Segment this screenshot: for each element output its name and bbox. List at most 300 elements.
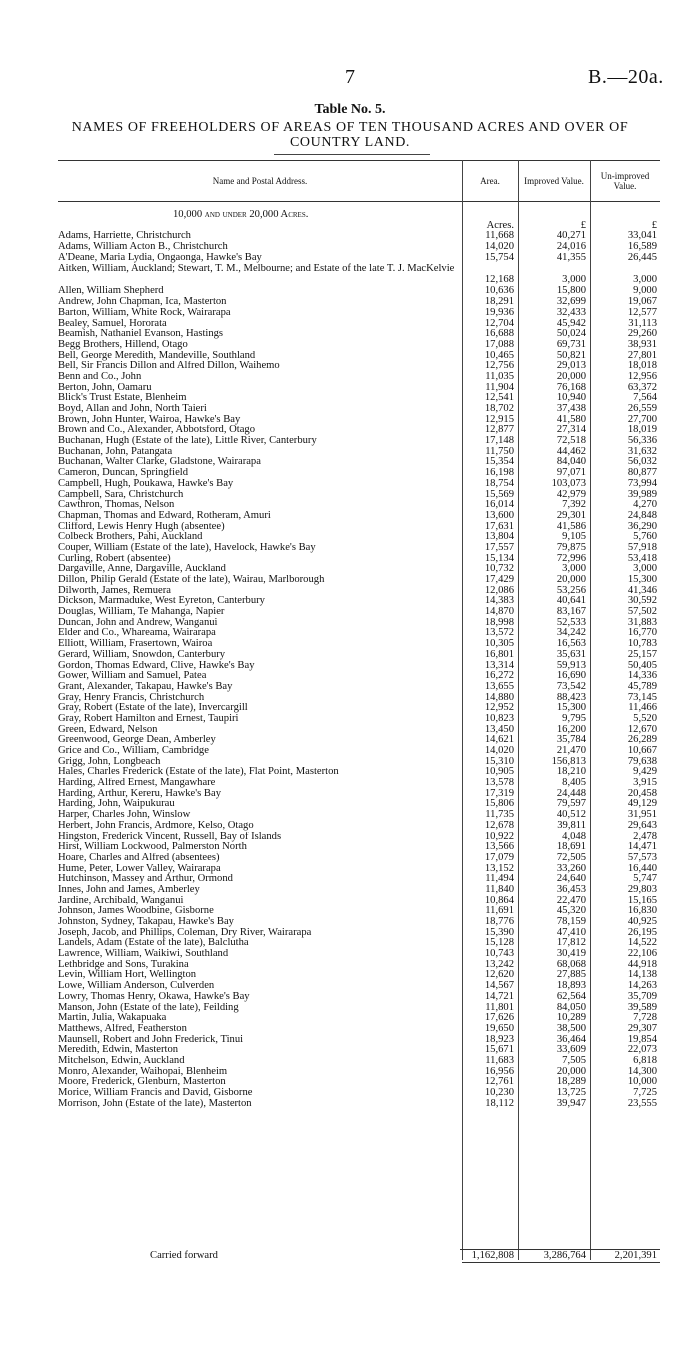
holder-name: Martin, Julia, Wakapuaka [58, 1013, 167, 1024]
holder-name: Jardine, Archibald, Wanganui [58, 895, 184, 906]
unimproved-value: 27,801 [627, 349, 657, 361]
area-value: 13,242 [484, 958, 514, 970]
area-value: 13,600 [484, 509, 514, 521]
unimproved-value: 33,041 [627, 230, 657, 242]
unimproved-value: 14,336 [627, 670, 657, 682]
holder-name: Lethbridge and Sons, Turakina [58, 959, 189, 970]
improved-value: 16,690 [556, 670, 586, 682]
unimproved-value: 57,502 [627, 606, 657, 618]
improved-value: 24,640 [556, 873, 586, 885]
holder-name: Boyd, Allan and John, North Taieri [58, 404, 207, 414]
improved-value: 34,242 [556, 627, 586, 639]
unimproved-value: 24,848 [627, 509, 657, 521]
area-value: 16,198 [484, 467, 514, 479]
improved-value: 27,885 [556, 969, 586, 981]
area-value: 15,390 [484, 926, 514, 938]
holder-name: Grice and Co., William, Cambridge [58, 746, 209, 756]
unimproved-value: 79,638 [627, 755, 657, 767]
improved-value: 41,586 [556, 520, 586, 532]
table-row [58, 253, 660, 264]
column-header-improved: Improved Value. [524, 176, 584, 186]
unimproved-value: 40,925 [627, 916, 657, 927]
section-heading: 10,000 and under 20,000 Acres. [173, 210, 309, 220]
holder-name: Bell, George Meredith, Mandeville, Southland [58, 350, 256, 361]
improved-value: 27,314 [556, 424, 586, 436]
holder-name: Curling, Robert (absentee) [58, 553, 171, 564]
area-value: 17,631 [484, 520, 514, 532]
holder-name: Dickson, Marmaduke, West Eyreton, Canterbury [58, 596, 265, 607]
improved-value: 84,050 [556, 1001, 586, 1013]
holder-name: Hingston, Frederick Vincent, Russell, Bay of Islands [58, 831, 282, 842]
improved-value: 8,405 [562, 777, 586, 789]
holder-name: Adams, Harriette, Christchurch [58, 231, 191, 242]
holder-name: Bealey, Samuel, Hororata [58, 318, 167, 329]
table-row [58, 308, 660, 319]
holder-name: Lowry, Thomas Henry, Okawa, Hawke's Bay [58, 991, 250, 1002]
unimproved-value: 5,520 [633, 712, 657, 724]
holder-name: Harding, Arthur, Kereru, Hawke's Bay [58, 788, 221, 799]
holder-name: Allen, William Shepherd [58, 286, 164, 297]
holder-name: Brown, John Hunter, Wairoa, Hawke's Bay [58, 414, 241, 425]
holder-name: Gray, Robert (Estate of the late), Invercargill [58, 703, 248, 714]
area-value: 13,655 [484, 680, 514, 692]
unimproved-value: 20,458 [627, 787, 657, 799]
unimproved-value: 25,157 [627, 648, 657, 660]
unimproved-value: 16,589 [627, 241, 657, 253]
unimproved-value: 5,747 [633, 873, 657, 885]
area-value: 11,801 [485, 1001, 514, 1013]
improved-value: 59,913 [556, 659, 586, 671]
improved-value: 37,438 [556, 403, 586, 414]
unimproved-value: 7,728 [633, 1012, 657, 1024]
improved-value: 16,563 [556, 638, 586, 650]
improved-value: 18,691 [556, 841, 586, 853]
improved-value: 42,979 [556, 488, 586, 500]
improved-value: 41,355 [556, 251, 586, 263]
improved-value: 68,068 [556, 958, 586, 970]
improved-value: 13,725 [556, 1087, 586, 1098]
improved-value: 32,433 [556, 306, 586, 318]
holder-name: Hume, Peter, Lower Valley, Wairarapa [58, 863, 221, 874]
table-row [58, 263, 660, 286]
total-area: 1,162,808 [471, 1250, 514, 1261]
holder-name: Gray, Robert Hamilton and Ernest, Taupiri [58, 713, 239, 724]
holder-name: Joseph, Jacob, and Phillips, Coleman, Dry River, Wairarapa [58, 927, 312, 938]
improved-value: 3,000 [562, 563, 586, 575]
area-value: 12,086 [484, 584, 514, 596]
area-value: 17,626 [484, 1012, 514, 1024]
area-value: 17,148 [484, 435, 514, 447]
improved-value: 33,609 [556, 1044, 586, 1056]
table-row [58, 853, 660, 864]
holder-name: Moore, Frederick, Glenburn, Masterton [58, 1077, 226, 1088]
area-value: 12,761 [484, 1076, 514, 1088]
area-value: 13,572 [484, 627, 514, 639]
holder-name: Buchanan, Walter Clarke, Gladstone, Wairarapa [58, 457, 261, 468]
improved-value: 83,167 [556, 606, 586, 618]
holder-name: Morrison, John (Estate of the late), Masterton [58, 1098, 252, 1109]
area-value: 15,128 [484, 937, 514, 949]
holder-name: Hoare, Charles and Alfred (absentees) [58, 852, 220, 863]
improved-value: 88,423 [556, 691, 586, 703]
area-value: 17,429 [484, 574, 514, 585]
improved-value: 16,200 [556, 723, 586, 735]
holder-name: Johnston, Sydney, Takapau, Hawke's Bay [58, 917, 234, 927]
area-value: 11,840 [485, 883, 514, 895]
unimproved-value: 14,522 [627, 937, 657, 949]
title-rule [274, 154, 430, 155]
holder-name: Manson, John (Estate of the late), Feilding [58, 1002, 239, 1013]
unimproved-value: 56,032 [627, 456, 657, 468]
unimproved-value: 16,830 [627, 905, 657, 917]
area-value: 19,650 [484, 1022, 514, 1034]
unimproved-value: 44,918 [627, 958, 657, 970]
carried-forward-label: Carried forward [150, 1250, 218, 1261]
holder-name: Hales, Charles Frederick (Estate of the late), Flat Point, Masterton [58, 767, 339, 778]
unit-improved: £ [580, 219, 586, 231]
unimproved-value: 29,643 [627, 819, 657, 831]
improved-value: 72,996 [556, 552, 586, 564]
area-value: 15,754 [484, 251, 514, 263]
holder-name: Buchanan, Hugh (Estate of the late), Little River, Canterbury [58, 436, 317, 447]
improved-value: 15,300 [556, 702, 586, 714]
area-value: 15,354 [484, 456, 514, 468]
holder-name: Cawthron, Thomas, Nelson [58, 500, 175, 511]
improved-value: 18,893 [556, 980, 586, 992]
improved-value: 20,000 [556, 1065, 586, 1077]
unimproved-value: 49,129 [627, 798, 657, 810]
unimproved-value: 3,915 [633, 777, 657, 789]
area-value: 13,578 [484, 777, 514, 789]
holder-name: Barton, William, White Rock, Wairarapa [58, 307, 231, 318]
unimproved-value: 10,783 [627, 638, 657, 650]
area-value: 13,450 [484, 723, 514, 735]
area-value: 18,776 [484, 916, 514, 927]
area-value: 15,806 [484, 798, 514, 810]
improved-value: 78,159 [556, 916, 586, 927]
area-value: 18,923 [484, 1033, 514, 1045]
unimproved-value: 39,589 [627, 1001, 657, 1013]
area-value: 10,465 [484, 349, 514, 361]
unimproved-value: 31,951 [627, 809, 657, 821]
holder-name: Gower, William and Samuel, Patea [58, 671, 207, 682]
table-heading: NAMES OF FREEHOLDERS OF AREAS OF TEN THOUSAND ACRES AND OVER OF COUNTRY LAND. [71, 120, 629, 150]
holder-name: Matthews, Alfred, Featherston [58, 1023, 187, 1034]
holder-name: Greenwood, George Dean, Amberley [58, 735, 216, 746]
improved-value: 35,784 [556, 734, 586, 746]
unimproved-value: 16,440 [627, 862, 657, 874]
improved-value: 32,699 [556, 296, 586, 308]
area-value: 12,704 [484, 317, 514, 329]
unimproved-value: 53,418 [627, 552, 657, 564]
improved-value: 50,024 [556, 328, 586, 340]
unimproved-value: 30,592 [627, 595, 657, 607]
unimproved-value: 2,478 [633, 830, 657, 842]
improved-value: 29,301 [556, 509, 586, 521]
area-value: 13,152 [484, 862, 514, 874]
holder-name: Johnson, James Woodbine, Gisborne [58, 906, 214, 917]
improved-value: 15,800 [556, 285, 586, 297]
unimproved-value: 10,667 [627, 745, 657, 756]
holder-name: Colbeck Brothers, Pahi, Auckland [58, 532, 203, 543]
improved-value: 72,505 [556, 851, 586, 863]
document-reference: B.—20a. [588, 66, 664, 88]
unimproved-value: 7,725 [633, 1087, 657, 1098]
improved-value: 50,821 [556, 349, 586, 361]
area-value: 12,756 [484, 360, 514, 372]
area-value: 16,272 [484, 670, 514, 682]
improved-value: 20,000 [556, 370, 586, 382]
holder-name: Berton, John, Oamaru [58, 382, 152, 393]
unimproved-value: 4,270 [633, 499, 657, 511]
area-value: 16,956 [484, 1065, 514, 1077]
table-row [58, 1099, 660, 1110]
holder-name: Grigg, John, Longbeach [58, 756, 161, 767]
unimproved-value: 23,555 [627, 1097, 657, 1109]
area-value: 14,567 [484, 980, 514, 992]
column-header-name: Name and Postal Address. [212, 176, 308, 186]
improved-value: 40,641 [556, 595, 586, 607]
unimproved-value: 14,263 [627, 980, 657, 992]
holder-name: Adams, William Acton B., Christchurch [58, 242, 228, 253]
unimproved-value: 9,000 [633, 285, 657, 297]
improved-value: 47,410 [556, 926, 586, 938]
area-value: 11,735 [485, 809, 514, 821]
unimproved-value: 3,000 [633, 563, 657, 575]
unimproved-value: 41,346 [627, 584, 657, 596]
holder-name: Harding, John, Waipukurau [58, 799, 175, 810]
unimproved-value: 19,067 [627, 296, 657, 308]
area-value: 11,691 [485, 905, 514, 917]
area-value: 17,557 [484, 541, 514, 553]
table-row [58, 821, 660, 832]
improved-value: 36,453 [556, 883, 586, 895]
unimproved-value: 18,019 [627, 424, 657, 436]
unimproved-value: 26,559 [627, 403, 657, 414]
unimproved-value: 35,709 [627, 990, 657, 1002]
improved-value: 156,813 [551, 755, 586, 767]
unimproved-value: 50,405 [627, 659, 657, 671]
area-value: 17,088 [484, 338, 514, 350]
area-value: 11,750 [485, 445, 514, 457]
improved-value: 10,289 [556, 1012, 586, 1024]
improved-value: 29,013 [556, 360, 586, 372]
table-title: Table No. 5. [314, 102, 386, 117]
improved-value: 79,875 [556, 541, 586, 553]
improved-value: 39,947 [556, 1097, 586, 1109]
holder-name: Buchanan, John, Patangata [58, 446, 173, 457]
unimproved-value: 19,854 [627, 1033, 657, 1045]
unimproved-value: 31,632 [627, 445, 657, 457]
unit-area: Acres. [486, 219, 514, 231]
table-body [58, 210, 660, 1109]
unimproved-value: 14,471 [627, 841, 657, 853]
improved-value: 69,731 [556, 338, 586, 350]
improved-value: 44,462 [556, 445, 586, 457]
unimproved-value: 12,670 [627, 723, 657, 735]
improved-value: 18,289 [556, 1076, 586, 1088]
improved-value: 35,631 [556, 648, 586, 660]
improved-value: 36,464 [556, 1033, 586, 1045]
column-header-unimproved: Un-improved Value. [600, 171, 650, 191]
area-value: 14,880 [484, 691, 514, 703]
area-value: 12,678 [484, 819, 514, 831]
improved-value: 97,071 [556, 467, 586, 479]
holder-name: Herbert, John Francis, Ardmore, Kelso, Otago [58, 820, 254, 831]
unimproved-value: 31,883 [627, 616, 657, 628]
unimproved-value: 29,803 [627, 883, 657, 895]
unimproved-value: 57,918 [627, 541, 657, 553]
improved-value: 53,256 [556, 584, 586, 596]
holder-name: Begg Brothers, Hillend, Otago [58, 339, 188, 350]
holder-name: Brown and Co., Alexander, Abbotsford, Otago [58, 425, 256, 436]
improved-value: 38,500 [556, 1022, 586, 1034]
holder-name: Douglas, William, Te Mahanga, Napier [58, 607, 225, 618]
holder-name: Couper, William (Estate of the late), Havelock, Hawke's Bay [58, 542, 316, 553]
improved-value: 7,392 [562, 499, 586, 511]
improved-value: 3,000 [562, 274, 586, 286]
unimproved-value: 10,000 [627, 1076, 657, 1088]
unimproved-value: 26,445 [627, 251, 657, 263]
holder-name: Green, Edward, Nelson [58, 724, 158, 735]
improved-value: 20,000 [556, 574, 586, 585]
table-row [58, 682, 660, 693]
area-value: 18,702 [484, 403, 514, 414]
area-value: 10,922 [484, 830, 514, 842]
improved-value: 10,940 [556, 392, 586, 404]
area-value: 12,877 [484, 424, 514, 436]
improved-value: 45,320 [556, 905, 586, 917]
unimproved-value: 18,018 [627, 360, 657, 372]
unimproved-value: 63,372 [627, 381, 657, 393]
improved-value: 103,073 [551, 477, 586, 489]
improved-value: 52,533 [556, 616, 586, 628]
area-value: 11,494 [485, 873, 514, 885]
improved-value: 45,942 [556, 317, 586, 329]
improved-value: 33,260 [556, 862, 586, 874]
improved-value: 40,512 [556, 809, 586, 821]
area-value: 18,291 [484, 296, 514, 308]
area-value: 11,683 [485, 1054, 514, 1066]
area-value: 10,636 [484, 285, 514, 297]
unimproved-value: 27,700 [627, 413, 657, 425]
holder-name: Gordon, Thomas Edward, Clive, Hawke's Bay [58, 660, 255, 671]
unimproved-value: 11,466 [628, 702, 657, 714]
holder-name: Dillon, Philip Gerald (Estate of the late), Wairau, Marlborough [58, 575, 325, 585]
table-row [58, 650, 660, 661]
area-value: 11,668 [485, 230, 514, 242]
area-value: 12,541 [484, 392, 514, 404]
holder-name: Benn and Co., John [58, 371, 142, 382]
unimproved-value: 29,307 [627, 1022, 657, 1034]
improved-value: 9,105 [562, 531, 586, 543]
unimproved-value: 57,573 [627, 851, 657, 863]
holder-name: Andrew, John Chapman, Ica, Masterton [58, 297, 227, 308]
area-value: 16,688 [484, 328, 514, 340]
area-value: 19,936 [484, 306, 514, 318]
improved-value: 73,542 [556, 680, 586, 692]
holder-name: Cameron, Duncan, Springfield [58, 468, 189, 479]
table-row [58, 479, 660, 490]
area-value: 13,804 [484, 531, 514, 543]
holder-name: Campbell, Sara, Christchurch [58, 489, 184, 500]
area-value: 13,314 [484, 659, 514, 671]
area-value: 10,864 [484, 894, 514, 906]
improved-value: 21,470 [556, 745, 586, 756]
unimproved-value: 80,877 [627, 467, 657, 479]
area-value: 10,905 [484, 766, 514, 778]
area-value: 16,801 [484, 648, 514, 660]
holder-name: Levin, William Hort, Wellington [58, 970, 197, 981]
holder-name: Harding, Alfred Ernest, Mangawhare [58, 778, 216, 789]
area-value: 15,569 [484, 488, 514, 500]
unimproved-value: 73,145 [627, 691, 657, 703]
improved-value: 30,419 [556, 948, 586, 960]
holder-name: Lowe, William Anderson, Culverden [58, 981, 215, 992]
unimproved-value: 9,429 [633, 766, 657, 778]
improved-value: 40,271 [556, 230, 586, 242]
improved-value: 17,812 [556, 937, 586, 949]
holder-name: Hutchinson, Massey and Arthur, Ormond [58, 874, 233, 885]
unimproved-value: 15,300 [627, 574, 657, 585]
improved-value: 9,795 [562, 712, 586, 724]
holder-name: Dargaville, Anne, Dargaville, Auckland [58, 564, 226, 575]
holder-name: A'Deane, Maria Lydia, Ongaonga, Hawke's Bay [58, 252, 262, 263]
area-value: 14,870 [484, 606, 514, 618]
area-value: 18,112 [485, 1097, 514, 1109]
unimproved-value: 73,994 [627, 477, 657, 489]
improved-value: 62,564 [556, 990, 586, 1002]
table-row [58, 340, 660, 351]
unimproved-value: 14,300 [627, 1065, 657, 1077]
table-header [58, 160, 660, 202]
area-value: 15,134 [484, 552, 514, 564]
holder-name: Elliott, William, Frasertown, Wairoa [58, 639, 213, 650]
area-value: 17,079 [484, 851, 514, 863]
area-value: 14,383 [484, 595, 514, 607]
improved-value: 24,448 [556, 787, 586, 799]
unimproved-value: 22,073 [627, 1044, 657, 1056]
unimproved-value: 3,000 [633, 274, 657, 286]
unimproved-value: 26,195 [627, 926, 657, 938]
holder-name: Harper, Charles John, Winslow [58, 810, 191, 821]
area-value: 15,310 [484, 755, 514, 767]
table-row [58, 511, 660, 522]
unimproved-value: 56,336 [627, 435, 657, 447]
holder-name: Morice, William Francis and David, Gisborne [58, 1088, 253, 1098]
unimproved-value: 22,106 [627, 948, 657, 960]
table-row [58, 992, 660, 1003]
improved-value: 22,470 [556, 894, 586, 906]
unimproved-value: 7,564 [633, 392, 657, 404]
section-heading-row [58, 210, 660, 221]
unimproved-value: 45,789 [627, 680, 657, 692]
holder-name: Grant, Alexander, Takapau, Hawke's Bay [58, 681, 233, 692]
holder-name: Gray, Henry Francis, Christchurch [58, 692, 205, 703]
unimproved-value: 38,931 [627, 338, 657, 350]
holder-name: Beamish, Nathaniel Evanson, Hastings [58, 329, 224, 340]
unit-unimproved: £ [651, 219, 657, 231]
area-value: 10,823 [484, 712, 514, 724]
unimproved-value: 6,818 [633, 1054, 657, 1066]
improved-value: 24,016 [556, 241, 586, 253]
unimproved-value: 12,956 [627, 370, 657, 382]
holder-name: Gerard, William, Snowdon, Canterbury [58, 649, 226, 660]
total-improved: 3,286,764 [543, 1250, 586, 1261]
area-value: 11,035 [485, 370, 514, 382]
column-header-area: Area. [480, 176, 500, 186]
improved-value: 39,811 [557, 819, 586, 831]
